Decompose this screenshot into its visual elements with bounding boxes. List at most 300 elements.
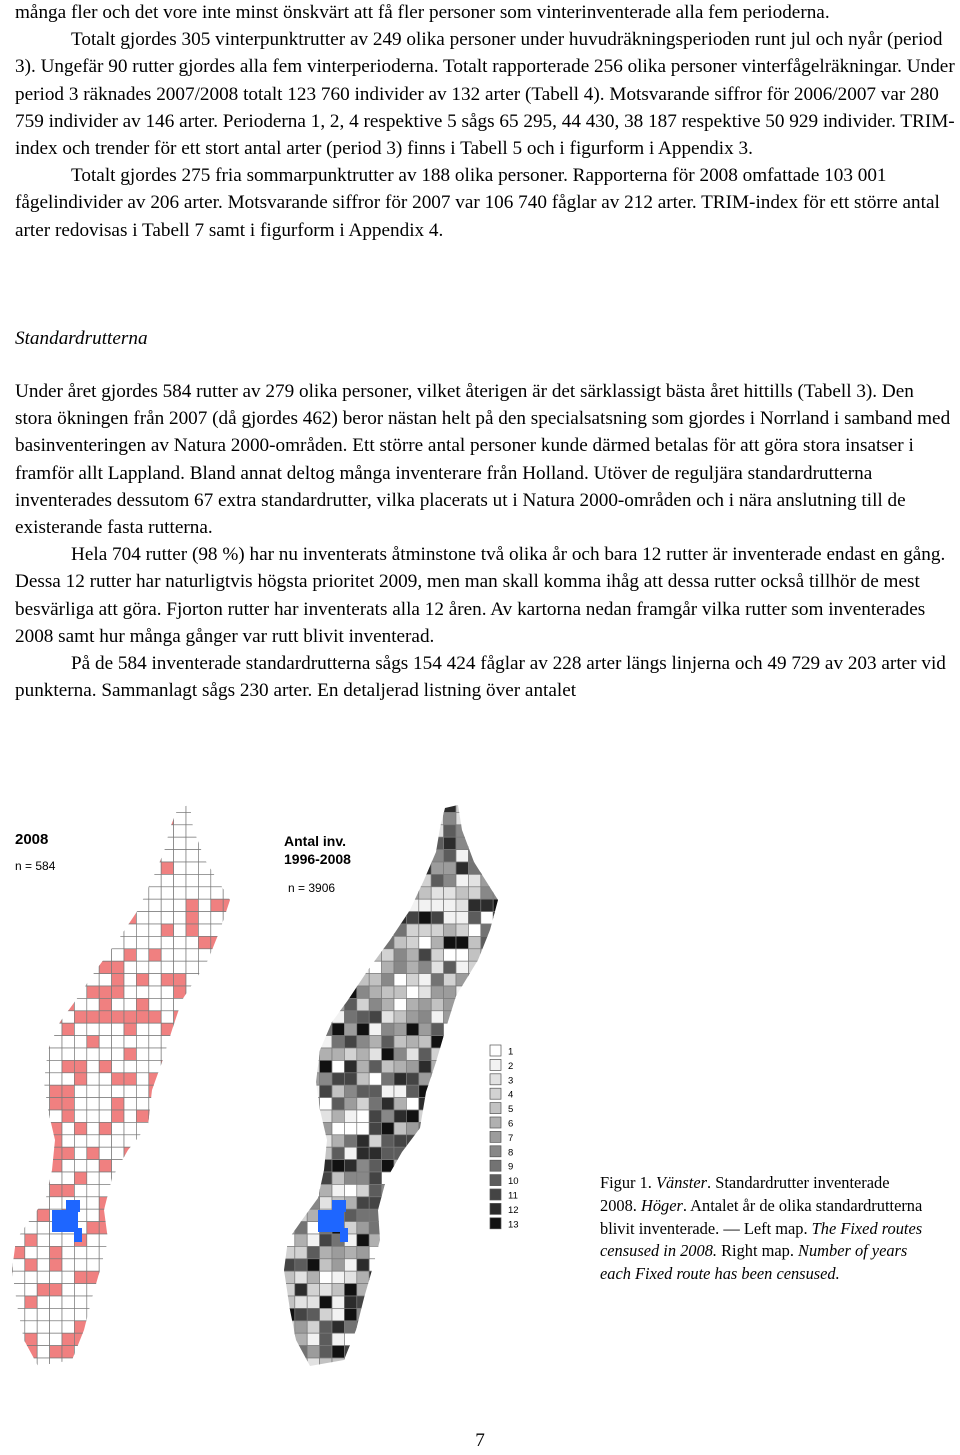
map-route-square: [186, 1023, 198, 1035]
map-route-square: [236, 1358, 248, 1370]
map-route-square: [62, 1160, 74, 1172]
map-route-square: [332, 1160, 344, 1172]
map-route-square: [468, 1358, 480, 1370]
map-route-square: [37, 1333, 49, 1345]
map-route-square: [161, 1308, 173, 1320]
map-route-square: [223, 1085, 235, 1097]
map-route-square: [320, 1234, 332, 1246]
map-route-square: [394, 1333, 406, 1345]
map-route-square: [406, 1023, 418, 1035]
map-route-square: [0, 1060, 12, 1072]
map-route-square: [295, 1184, 307, 1196]
map-route-square: [25, 998, 37, 1010]
map-route-square: [419, 912, 431, 924]
map-route-square: [468, 1160, 480, 1172]
map-route-square: [174, 1333, 186, 1345]
right-map-title-2: 1996-2008: [284, 851, 351, 867]
map-route-square: [149, 1234, 161, 1246]
map-route-square: [295, 961, 307, 973]
map-route-square: [320, 1110, 332, 1122]
map-route-square: [99, 1098, 111, 1110]
map-route-square: [149, 912, 161, 924]
map-route-square: [236, 1135, 248, 1147]
map-route-square: [198, 974, 210, 986]
map-route-square: [12, 1222, 24, 1234]
map-route-square: [174, 1073, 186, 1085]
map-route-square: [62, 874, 74, 886]
map-route-square: [282, 974, 294, 986]
map-route-square: [50, 1085, 62, 1097]
map-route-square: [62, 1098, 74, 1110]
map-route-square: [506, 1321, 518, 1333]
map-route-square: [186, 986, 198, 998]
map-route-square: [456, 1358, 468, 1370]
map-route-square: [112, 1197, 124, 1209]
map-route-square: [320, 936, 332, 948]
map-route-square: [419, 1259, 431, 1271]
map-route-square: [186, 998, 198, 1010]
map-route-square: [369, 949, 381, 961]
map-route-square: [382, 1110, 394, 1122]
map-route-square: [456, 998, 468, 1010]
map-route-square: [174, 837, 186, 849]
map-route-square: [74, 1048, 86, 1060]
map-route-square: [186, 1011, 198, 1023]
map-route-square: [295, 1160, 307, 1172]
map-route-square: [320, 1321, 332, 1333]
map-route-square: [344, 1308, 356, 1320]
map-route-square: [62, 1184, 74, 1196]
map-route-square: [369, 899, 381, 911]
map-route-square: [307, 986, 319, 998]
map-route-square: [282, 1011, 294, 1023]
map-route-square: [357, 1160, 369, 1172]
map-route-square: [307, 949, 319, 961]
map-route-square: [12, 912, 24, 924]
map-route-square: [493, 1271, 505, 1283]
map-route-square: [87, 1023, 99, 1035]
map-route-square: [161, 1023, 173, 1035]
map-route-square: [136, 1321, 148, 1333]
map-route-square: [406, 912, 418, 924]
map-route-square: [136, 1172, 148, 1184]
map-route-square: [456, 1098, 468, 1110]
map-route-square: [198, 1284, 210, 1296]
map-route-square: [431, 986, 443, 998]
map-route-square: [307, 1110, 319, 1122]
map-route-square: [12, 874, 24, 886]
map-route-square: [382, 1011, 394, 1023]
map-route-square: [37, 949, 49, 961]
map-route-square: [112, 961, 124, 973]
map-route-square: [419, 1284, 431, 1296]
map-route-square: [136, 887, 148, 899]
map-route-square: [50, 1358, 62, 1370]
map-route-square: [211, 1271, 223, 1283]
map-route-square: [456, 986, 468, 998]
map-route-square: [12, 812, 24, 824]
map-route-square: [270, 887, 282, 899]
map-route-square: [124, 1284, 136, 1296]
map-route-square: [419, 1333, 431, 1345]
map-route-square: [270, 1370, 282, 1380]
map-route-square: [493, 1296, 505, 1308]
map-route-square: [161, 961, 173, 973]
map-route-square: [149, 1259, 161, 1271]
map-route-square: [357, 949, 369, 961]
map-route-square: [74, 1147, 86, 1159]
map-route-square: [282, 1222, 294, 1234]
map-route-square: [369, 1209, 381, 1221]
map-route-square: [136, 1259, 148, 1271]
map-route-square: [198, 1370, 210, 1380]
map-route-square: [444, 837, 456, 849]
map-route-square: [456, 1147, 468, 1159]
map-route-square: [99, 986, 111, 998]
map-route-square: [37, 800, 49, 812]
map-route-square: [174, 1209, 186, 1221]
map-route-square: [357, 1060, 369, 1072]
map-route-square: [99, 1222, 111, 1234]
map-route-square: [161, 1246, 173, 1258]
map-route-square: [12, 1098, 24, 1110]
map-route-square: [369, 837, 381, 849]
map-route-square: [62, 1246, 74, 1258]
map-route-square: [419, 1246, 431, 1258]
map-route-square: [62, 1048, 74, 1060]
map-route-square: [87, 1246, 99, 1258]
map-route-square: [186, 949, 198, 961]
map-route-square: [332, 961, 344, 973]
map-route-square: [25, 1246, 37, 1258]
map-route-square: [506, 1346, 518, 1358]
legend-swatch: [490, 1088, 501, 1099]
map-route-square: [74, 899, 86, 911]
map-route-square: [282, 949, 294, 961]
figure-maps: [0, 800, 960, 1380]
map-route-square: [99, 974, 111, 986]
map-route-square: [270, 874, 282, 886]
map-route-square: [431, 1085, 443, 1097]
map-route-square: [12, 936, 24, 948]
map-route-square: [136, 1098, 148, 1110]
map-route-square: [431, 862, 443, 874]
map-route-square: [198, 1308, 210, 1320]
map-route-square: [382, 936, 394, 948]
map-route-square: [37, 986, 49, 998]
map-route-square: [394, 874, 406, 886]
map-route-square: [344, 1271, 356, 1283]
map-route-square: [236, 1308, 248, 1320]
map-route-square: [99, 1023, 111, 1035]
map-route-square: [87, 986, 99, 998]
map-route-square: [124, 1246, 136, 1258]
map-route-square: [481, 1011, 493, 1023]
map-route-square: [357, 1135, 369, 1147]
map-route-square: [236, 1023, 248, 1035]
map-route-square: [320, 899, 332, 911]
map-route-square: [12, 1122, 24, 1134]
map-route-square: [50, 1122, 62, 1134]
map-route-square: [282, 1036, 294, 1048]
map-route-square: [236, 1085, 248, 1097]
map-route-square: [419, 986, 431, 998]
map-route-square: [112, 1184, 124, 1196]
map-route-square: [431, 1048, 443, 1060]
map-route-square: [394, 1147, 406, 1159]
map-route-square: [87, 1073, 99, 1085]
map-route-square: [87, 1122, 99, 1134]
map-route-square: [112, 1346, 124, 1358]
map-route-square: [493, 998, 505, 1010]
map-route-square: [124, 1098, 136, 1110]
map-route-square: [419, 1370, 431, 1380]
legend-label: 7: [508, 1132, 514, 1144]
map-route-square: [99, 800, 111, 812]
map-route-square: [320, 998, 332, 1010]
map-route-square: [161, 1098, 173, 1110]
map-route-square: [12, 974, 24, 986]
map-route-square: [295, 1246, 307, 1258]
paragraph-winter-routes: Totalt gjordes 305 vinterpunktrutter av 249 olika personer under huvudräkningsperioden runt jul och nyår (period 3). Ungefär 90 rutter gjordes alla fem vinterperioderna. Totalt rapporterade 256 olika personer vinterfågelräkningar. Under period 3 räknades 2007/2008 totalt 123 760 individer av 132 arter (Tabell 4). Motsvarande siffror för 2006/2007 var 280 759 individer av 146 arter. Perioderna 1, 2, 4 respektive 5 sågs 65 295, 44 430, 38 187 respektive 50 929 individer. TRIM-index och trender för ett stort antal arter (period 3) finns i Tabell 5 och i figurform i Appendix 3.: [15, 29, 955, 160]
map-route-square: [369, 936, 381, 948]
map-route-square: [12, 1060, 24, 1072]
map-route-square: [136, 986, 148, 998]
map-route-square: [186, 1036, 198, 1048]
map-route-square: [12, 1197, 24, 1209]
map-route-square: [87, 1222, 99, 1234]
map-route-square: [382, 1023, 394, 1035]
map-route-square: [74, 1333, 86, 1345]
map-route-square: [369, 912, 381, 924]
map-route-square: [112, 1333, 124, 1345]
map-route-square: [124, 924, 136, 936]
map-route-square: [444, 1234, 456, 1246]
map-route-square: [198, 1122, 210, 1134]
map-route-square: [149, 961, 161, 973]
map-route-square: [62, 961, 74, 973]
map-route-square: [307, 1098, 319, 1110]
map-route-square: [50, 874, 62, 886]
map-route-square: [431, 924, 443, 936]
map-route-square: [87, 974, 99, 986]
map-route-square: [444, 1333, 456, 1345]
map-route-square: [174, 887, 186, 899]
map-route-square: [223, 998, 235, 1010]
map-route-square: [136, 1234, 148, 1246]
map-route-square: [12, 949, 24, 961]
map-route-square: [357, 1358, 369, 1370]
map-route-square: [282, 1073, 294, 1085]
map-route-square: [369, 1234, 381, 1246]
map-route-square: [357, 1085, 369, 1097]
map-route-square: [344, 800, 356, 812]
map-route-square: [468, 912, 480, 924]
map-route-square: [344, 874, 356, 886]
map-route-square: [124, 1209, 136, 1221]
map-route-square: [136, 1333, 148, 1345]
map-route-square: [223, 1110, 235, 1122]
map-route-square: [236, 1197, 248, 1209]
map-route-square: [174, 1259, 186, 1271]
map-route-square: [369, 1036, 381, 1048]
map-route-square: [419, 1172, 431, 1184]
map-route-square: [37, 1172, 49, 1184]
map-route-square: [481, 986, 493, 998]
map-route-square: [37, 1246, 49, 1258]
map-route-square: [161, 812, 173, 824]
map-route-square: [50, 1023, 62, 1035]
map-route-square: [50, 899, 62, 911]
map-route-square: [223, 912, 235, 924]
map-route-square: [493, 1370, 505, 1380]
map-route-square: [87, 1184, 99, 1196]
map-route-square: [223, 1222, 235, 1234]
map-route-square: [468, 1271, 480, 1283]
map-route-square: [295, 899, 307, 911]
map-route-square: [62, 800, 74, 812]
map-route-square: [236, 1060, 248, 1072]
map-route-square: [444, 986, 456, 998]
map-route-square: [0, 1011, 12, 1023]
map-route-square: [394, 1358, 406, 1370]
map-route-square: [295, 1023, 307, 1035]
map-route-square: [481, 912, 493, 924]
map-route-square: [344, 812, 356, 824]
map-route-square: [419, 1222, 431, 1234]
map-route-square: [124, 1135, 136, 1147]
map-route-square: [74, 1346, 86, 1358]
map-route-square: [357, 1234, 369, 1246]
map-route-square: [344, 949, 356, 961]
map-route-square: [506, 862, 518, 874]
map-route-square: [406, 936, 418, 948]
map-route-square: [431, 1160, 443, 1172]
map-route-square: [124, 1358, 136, 1370]
map-route-square: [149, 1321, 161, 1333]
map-route-square: [357, 874, 369, 886]
map-route-square: [124, 800, 136, 812]
map-route-square: [468, 837, 480, 849]
map-route-square: [456, 1073, 468, 1085]
map-route-square: [211, 1011, 223, 1023]
map-route-square: [357, 1321, 369, 1333]
map-route-square: [37, 1160, 49, 1172]
map-route-square: [198, 949, 210, 961]
map-route-square: [223, 1048, 235, 1060]
map-route-square: [50, 1271, 62, 1283]
map-route-square: [344, 924, 356, 936]
map-route-square: [12, 1259, 24, 1271]
map-route-square: [198, 1048, 210, 1060]
map-route-square: [211, 1222, 223, 1234]
map-route-square: [0, 924, 12, 936]
map-route-square: [382, 1333, 394, 1345]
map-route-square: [282, 1209, 294, 1221]
map-route-square: [320, 1122, 332, 1134]
map-route-square: [493, 837, 505, 849]
right-map-count: n = 3906: [288, 881, 336, 895]
map-route-square: [50, 1308, 62, 1320]
map-route-square: [369, 1160, 381, 1172]
map-route-square: [282, 1333, 294, 1345]
map-route-square: [174, 1234, 186, 1246]
map-route-square: [406, 1172, 418, 1184]
map-route-square: [419, 974, 431, 986]
map-route-square: [307, 1284, 319, 1296]
map-route-square: [282, 998, 294, 1010]
map-route-square: [320, 1246, 332, 1258]
map-route-square: [456, 936, 468, 948]
map-route-square: [493, 936, 505, 948]
map-route-square: [161, 825, 173, 837]
map-route-square: [344, 887, 356, 899]
map-route-square: [0, 1110, 12, 1122]
map-route-square: [112, 1370, 124, 1380]
map-route-square: [382, 1122, 394, 1134]
map-route-square: [62, 1259, 74, 1271]
map-route-square: [161, 974, 173, 986]
map-route-square: [270, 800, 282, 812]
map-route-square: [236, 961, 248, 973]
map-route-square: [149, 1122, 161, 1134]
map-route-square: [223, 961, 235, 973]
map-route-square: [456, 1296, 468, 1308]
map-route-square: [332, 1296, 344, 1308]
map-route-square: [124, 1308, 136, 1320]
map-route-square: [332, 1098, 344, 1110]
map-route-square: [174, 924, 186, 936]
map-route-square: [468, 1346, 480, 1358]
map-route-square: [369, 1060, 381, 1072]
map-route-square: [37, 1011, 49, 1023]
map-route-square: [50, 1321, 62, 1333]
map-route-square: [87, 800, 99, 812]
map-route-square: [174, 825, 186, 837]
map-route-square: [236, 949, 248, 961]
map-route-square: [406, 1098, 418, 1110]
map-route-square: [0, 1234, 12, 1246]
map-route-square: [344, 1172, 356, 1184]
map-route-square: [493, 1259, 505, 1271]
map-route-square: [382, 1048, 394, 1060]
map-route-square: [357, 1246, 369, 1258]
map-route-square: [394, 961, 406, 973]
map-route-square: [493, 850, 505, 862]
map-route-square: [223, 874, 235, 886]
map-route-square: [211, 924, 223, 936]
map-route-square: [87, 1296, 99, 1308]
map-route-square: [161, 1073, 173, 1085]
map-route-square: [419, 1209, 431, 1221]
legend-label: 8: [508, 1147, 514, 1159]
map-route-square: [320, 1333, 332, 1345]
map-route-square: [0, 1073, 12, 1085]
map-route-square: [406, 1284, 418, 1296]
map-route-square: [506, 887, 518, 899]
map-route-square: [444, 949, 456, 961]
map-route-square: [406, 1209, 418, 1221]
map-route-square: [394, 1346, 406, 1358]
map-route-square: [174, 1222, 186, 1234]
map-route-square: [174, 862, 186, 874]
map-route-square: [198, 1209, 210, 1221]
map-route-square: [506, 1358, 518, 1370]
map-route-square: [161, 1284, 173, 1296]
map-route-square: [394, 1110, 406, 1122]
map-route-square: [211, 837, 223, 849]
legend-swatch: [490, 1103, 501, 1114]
